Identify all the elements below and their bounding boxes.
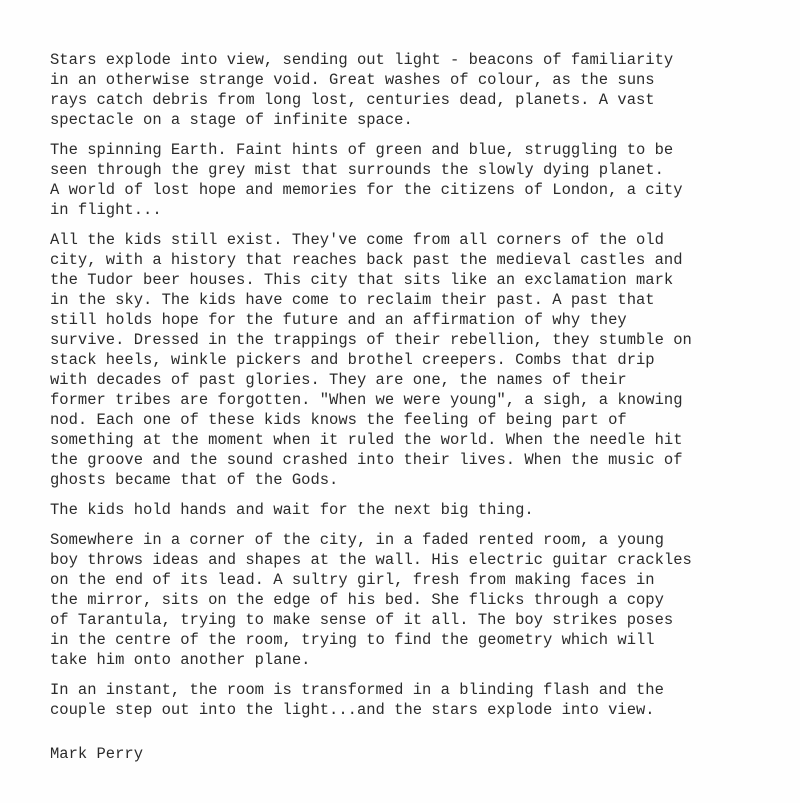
text-line: with decades of past glories. They are one, the names of their: [50, 371, 627, 389]
text-line: The kids hold hands and wait for the next big thing.: [50, 501, 534, 519]
text-line: spectacle on a stage of infinite space.: [50, 111, 413, 129]
text-line: seen through the grey mist that surrounds the slowly dying planet.: [50, 161, 664, 179]
text-line: still holds hope for the future and an affirmation of why they: [50, 311, 627, 329]
text-line: take him onto another plane.: [50, 651, 311, 669]
text-line: in flight...: [50, 201, 162, 219]
text-line: nod. Each one of these kids knows the feeling of being part of: [50, 411, 627, 429]
text-line: of Tarantula, trying to make sense of it all. The boy strikes poses: [50, 611, 674, 629]
text-line: former tribes are forgotten. "When we were young", a sigh, a knowing: [50, 391, 683, 409]
text-line: in an otherwise strange void. Great washes of colour, as the suns: [50, 71, 655, 89]
text-line: All the kids still exist. They've come from all corners of the old: [50, 231, 664, 249]
text-line: boy throws ideas and shapes at the wall. His electric guitar crackles: [50, 551, 692, 569]
text-line: rays catch debris from long lost, centuries dead, planets. A vast: [50, 91, 655, 109]
body-text: [50, 50, 770, 730]
text-line: the groove and the sound crashed into their lives. When the music of: [50, 451, 683, 469]
text-line: in the sky. The kids have come to reclaim their past. A past that: [50, 291, 655, 309]
paragraph: [50, 140, 770, 220]
text-line: stack heels, winkle pickers and brothel creepers. Combs that drip: [50, 351, 655, 369]
text-line: Stars explode into view, sending out light - beacons of familiarity: [50, 51, 674, 69]
paragraph: [50, 230, 770, 490]
text-line: The spinning Earth. Faint hints of green and blue, struggling to be: [50, 141, 674, 159]
text-line: in the centre of the room, trying to find the geometry which will: [50, 631, 655, 649]
text-line: couple step out into the light...and the stars explode into view.: [50, 701, 655, 719]
paragraph: [50, 680, 770, 720]
text-line: on the end of its lead. A sultry girl, fresh from making faces in: [50, 571, 655, 589]
text-line: city, with a history that reaches back past the medieval castles and: [50, 251, 683, 269]
text-line: ghosts became that of the Gods.: [50, 471, 339, 489]
text-line: the Tudor beer houses. This city that sits like an exclamation mark: [50, 271, 674, 289]
paragraph: [50, 50, 770, 130]
text-line: Somewhere in a corner of the city, in a faded rented room, a young: [50, 531, 664, 549]
text-line: In an instant, the room is transformed in a blinding flash and the: [50, 681, 664, 699]
paragraph: [50, 500, 770, 520]
text-line: A world of lost hope and memories for the citizens of London, a city: [50, 181, 683, 199]
text-line: the mirror, sits on the edge of his bed. She flicks through a copy: [50, 591, 664, 609]
text-line: something at the moment when it ruled the world. When the needle hit: [50, 431, 683, 449]
author-signature: Mark Perry: [50, 745, 144, 763]
text-line: survive. Dressed in the trappings of their rebellion, they stumble on: [50, 331, 692, 349]
paragraph: [50, 530, 770, 670]
